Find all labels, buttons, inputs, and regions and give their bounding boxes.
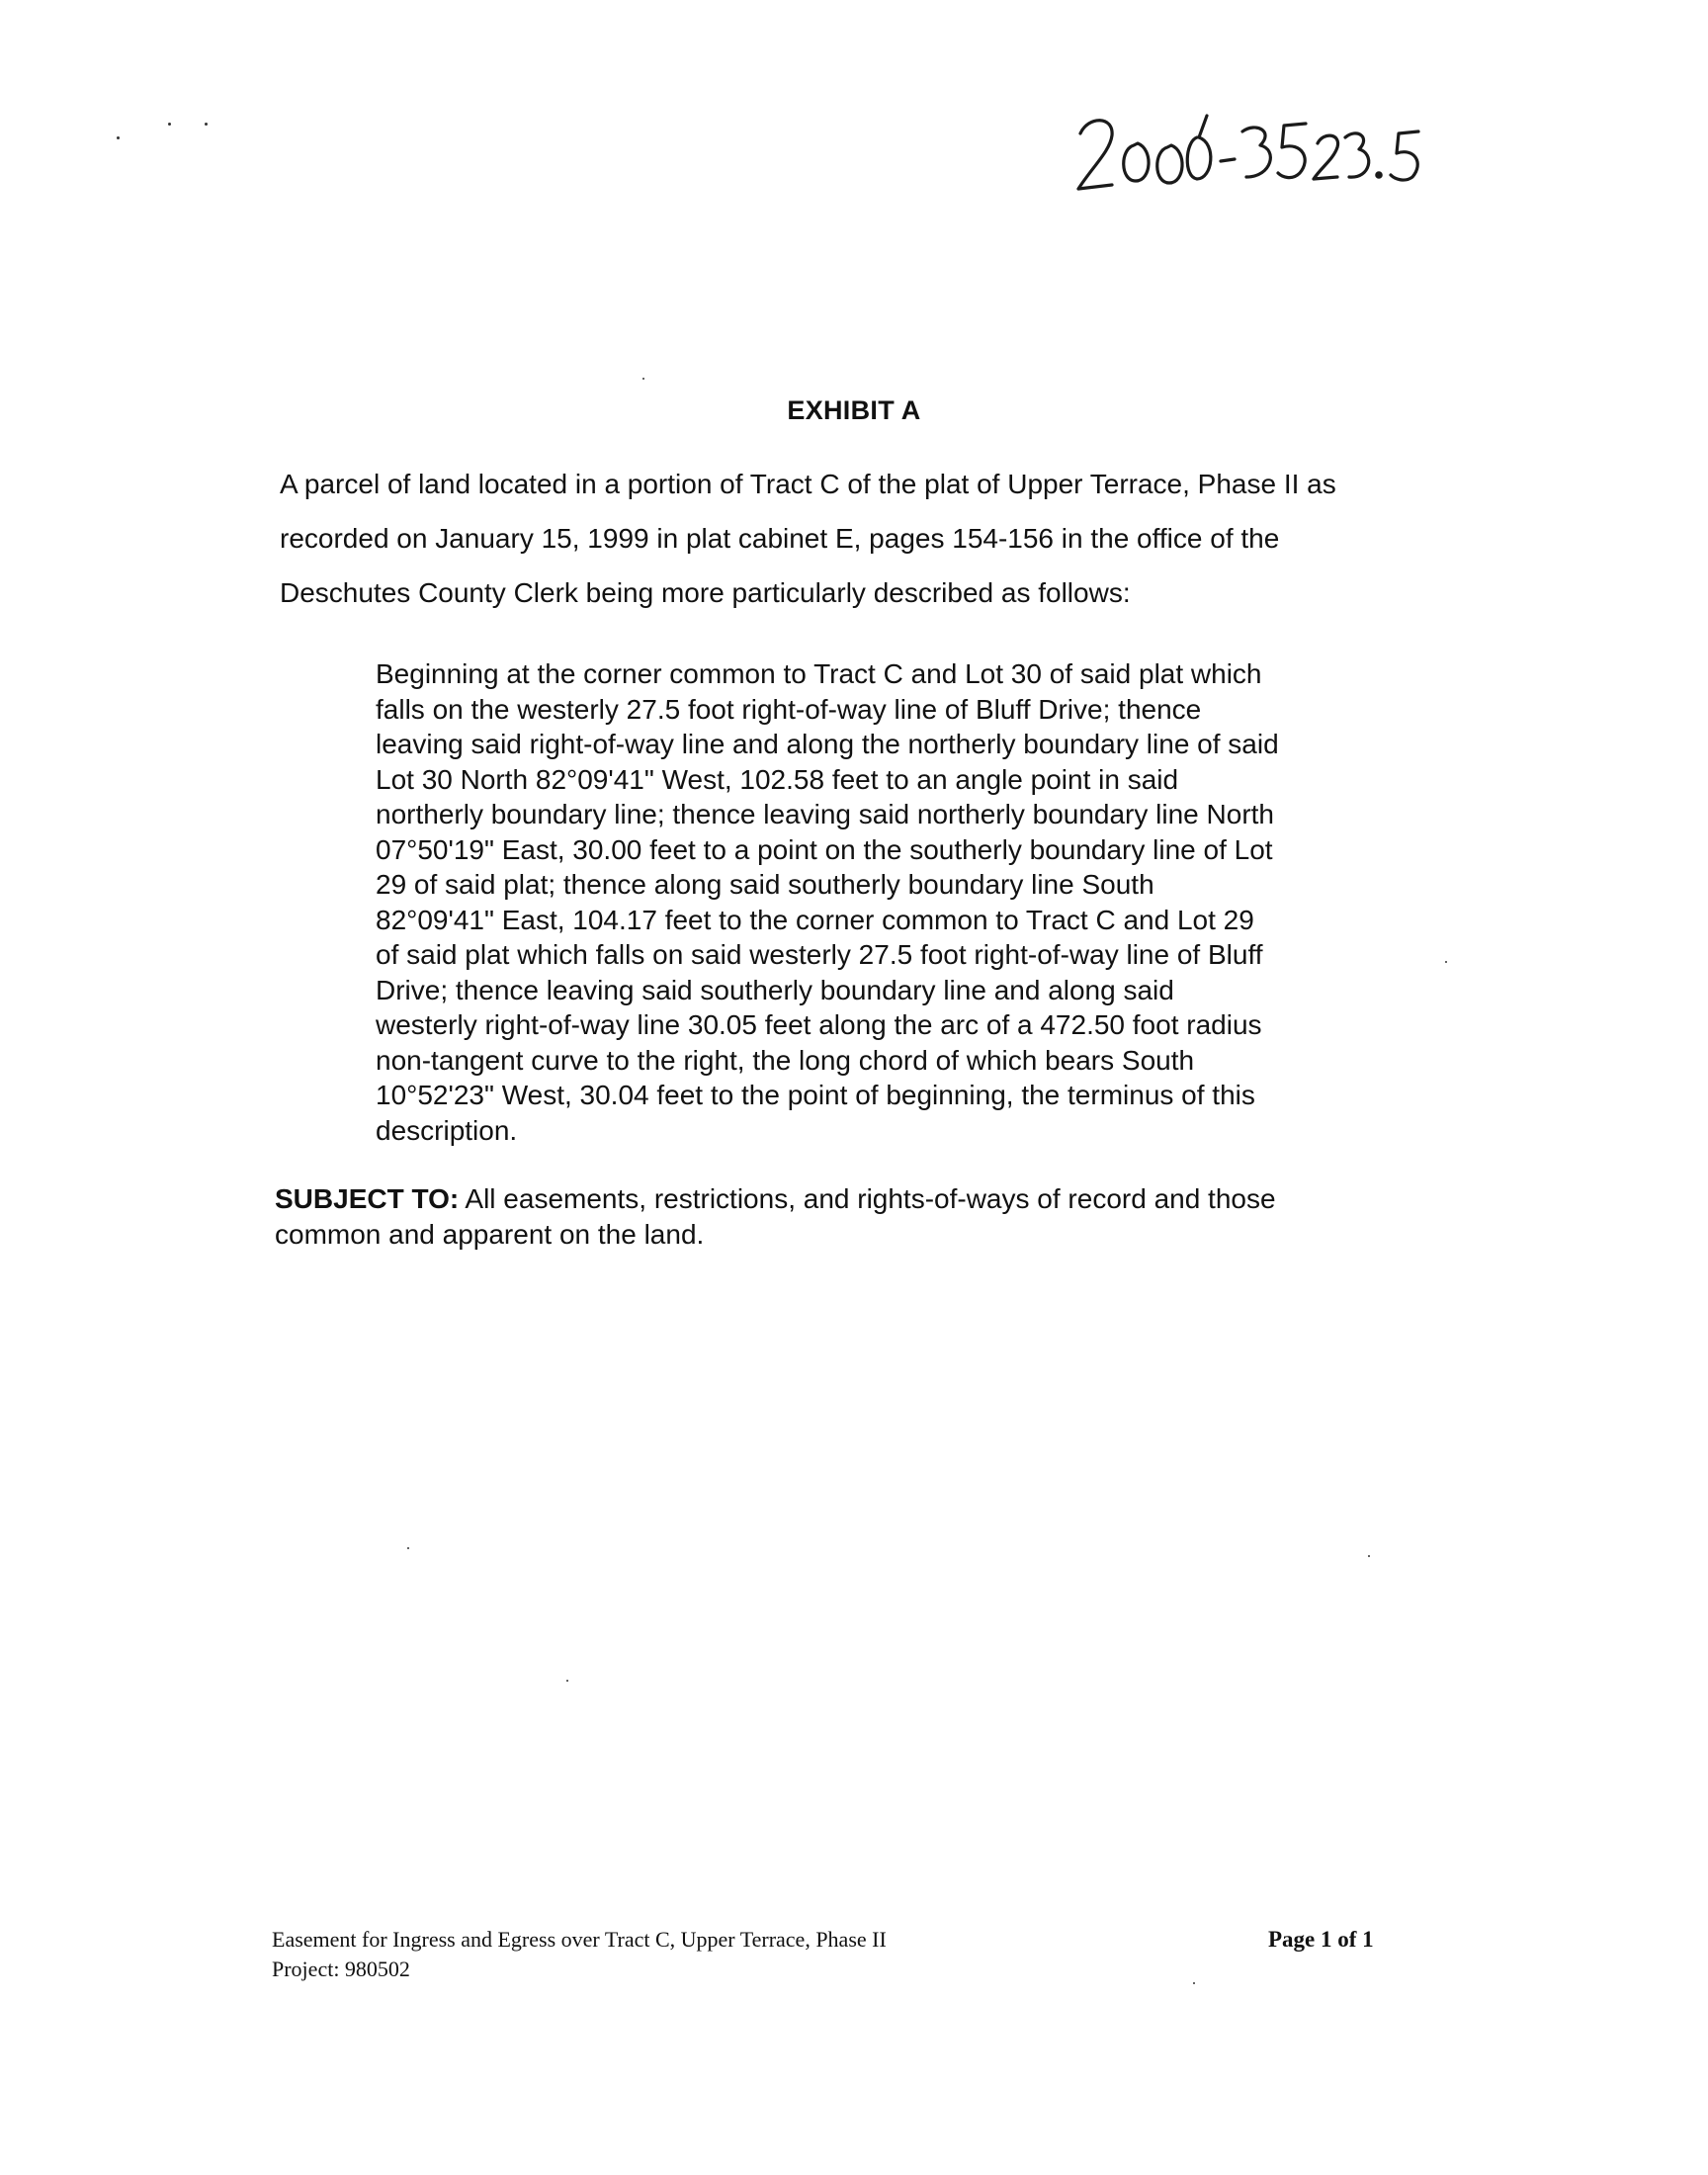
footer-project-number: Project: 980502 xyxy=(272,1957,410,1981)
document-title: EXHIBIT A xyxy=(787,395,921,425)
speck xyxy=(1193,1982,1195,1984)
speck xyxy=(168,123,171,126)
description-line: leaving said right-of-way line and along the northerly boundary line of said xyxy=(376,729,1279,759)
speck xyxy=(642,378,644,380)
description-line: of said plat which falls on said westerly 27.5 foot right-of-way line of Bluff xyxy=(376,939,1263,970)
speck xyxy=(1445,961,1447,963)
description-line: Drive; thence leaving said southerly boundary line and along said xyxy=(376,974,1174,1005)
intro-line: Deschutes County Clerk being more particularly described as follows: xyxy=(280,577,1131,608)
speck xyxy=(1368,1555,1370,1557)
speck xyxy=(117,136,120,139)
description-line: Lot 30 North 82°09'41" West, 102.58 feet to an angle point in said xyxy=(376,763,1179,795)
page-number: Page 1 of 1 xyxy=(1268,1927,1374,1952)
speck xyxy=(566,1680,568,1682)
subject-line-2: common and apparent on the land. xyxy=(275,1218,705,1250)
subject-line-1 xyxy=(275,1181,1461,1217)
legal-description xyxy=(376,656,1364,1148)
description-line: description. xyxy=(376,1114,518,1146)
description-line: 29 of said plat; thence along said southerly boundary line South xyxy=(376,869,1154,900)
subject-to-text: All easements, restrictions, and rights-of-ways of record and those xyxy=(459,1183,1276,1214)
description-line: 82°09'41" East, 104.17 feet to the corner common to Tract C and Lot 29 xyxy=(376,904,1254,935)
subject-to-label: SUBJECT TO: xyxy=(275,1183,460,1214)
speck xyxy=(205,123,208,126)
subject-to-paragraph xyxy=(275,1181,1461,1252)
description-line: non-tangent curve to the right, the long chord of which bears South xyxy=(376,1044,1195,1076)
description-line: westerly right-of-way line 30.05 feet along the arc of a 472.50 foot radius xyxy=(376,1009,1262,1040)
description-line: falls on the westerly 27.5 foot right-of-way line of Bluff Drive; thence xyxy=(376,693,1202,725)
footer-project-info xyxy=(272,1925,887,1984)
handwritten-recording-number xyxy=(1072,94,1428,203)
description-line: 10°52'23" West, 30.04 feet to the point of beginning, the terminus of this xyxy=(376,1080,1255,1110)
description-line: northerly boundary line; thence leaving said northerly boundary line North xyxy=(376,799,1274,829)
intro-paragraph xyxy=(280,457,1446,620)
description-line: 07°50'19" East, 30.00 feet to a point on the southerly boundary line of Lot xyxy=(376,833,1273,865)
speck xyxy=(407,1547,409,1549)
intro-line: A parcel of land located in a portion of Tract C of the plat of Upper Terrace, Phase II as xyxy=(280,469,1336,499)
footer-easement-title: Easement for Ingress and Egress over Tract C, Upper Terrace, Phase II xyxy=(272,1927,887,1952)
intro-line: recorded on January 15, 1999 in plat cabinet E, pages 154-156 in the office of the xyxy=(280,523,1280,554)
description-line: Beginning at the corner common to Tract C and Lot 30 of said plat which xyxy=(376,658,1262,689)
